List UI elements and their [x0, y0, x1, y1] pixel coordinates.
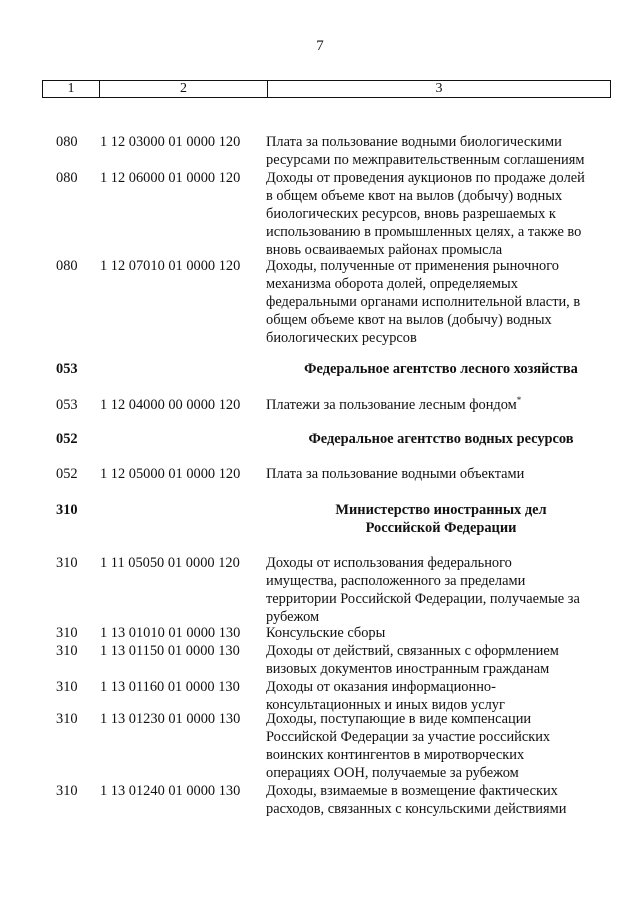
kbk-code: 1 12 03000 01 0000 120 — [100, 134, 241, 150]
column-header-row — [42, 80, 611, 98]
description-line: Доходы, взимаемые в возмещение фактических — [266, 783, 558, 799]
page-number: 7 — [316, 38, 324, 54]
description-line: Доходы от действий, связанных с оформлением — [266, 643, 559, 659]
kbk-code: 1 12 06000 01 0000 120 — [100, 170, 241, 186]
kbk-code: 1 11 05050 01 0000 120 — [100, 555, 240, 571]
description-line: воинских контингентов в миротворческих — [266, 747, 525, 763]
description-line: Плата за пользование водными объектами — [266, 466, 525, 482]
description-line: расходов, связанных с консульскими действиями — [266, 801, 567, 817]
section-code: 052 — [56, 431, 78, 447]
description-text: Платежи за пользование лесным фондом — [266, 397, 517, 413]
kbk-code: 1 13 01240 01 0000 130 — [100, 783, 241, 799]
description-line: имущества, расположенного за пределами — [266, 573, 526, 589]
admin-code: 310 — [56, 711, 78, 727]
description-line: Доходы от использования федерального — [266, 555, 512, 571]
description-line: федеральными органами исполнительной власти, в — [266, 294, 581, 310]
description-line: консультационных и иных видов услуг — [266, 697, 505, 713]
description-line: механизма оборота долей, определяемых — [266, 276, 518, 292]
description-line: биологических ресурсов — [266, 330, 417, 346]
description-line: вновь осваиваемых районах промысла — [266, 242, 503, 258]
section-code: 053 — [56, 361, 78, 377]
kbk-code: 1 13 01160 01 0000 130 — [100, 679, 240, 695]
admin-code: 080 — [56, 170, 78, 186]
section-title — [266, 430, 616, 448]
kbk-code: 1 13 01150 01 0000 130 — [100, 643, 240, 659]
admin-code: 310 — [56, 555, 78, 571]
description-line: Российской Федерации за участие российских — [266, 729, 551, 745]
kbk-code: 1 12 05000 01 0000 120 — [100, 466, 241, 482]
section-title — [266, 360, 616, 378]
section-title-line: Федеральное агентство водных ресурсов — [308, 431, 574, 447]
section-code: 310 — [56, 502, 78, 518]
description-line: использованию в промышленных целях, а также во — [266, 224, 582, 240]
section-title-line: Российской Федерации — [365, 520, 517, 536]
column-header-2: 2 — [100, 81, 268, 97]
description-line: Доходы, полученные от применения рыночного — [266, 258, 559, 274]
admin-code: 080 — [56, 258, 78, 274]
description-line: Доходы от проведения аукционов по продаже долей — [266, 170, 585, 186]
description-line: рубежом — [266, 609, 320, 625]
description-line: Доходы, поступающие в виде компенсации — [266, 711, 532, 727]
income-description — [266, 396, 596, 414]
section-title-line: Федеральное агентство лесного хозяйства — [304, 361, 578, 377]
description-line: территории Российской Федерации, получаемые за — [266, 591, 580, 607]
admin-code: 310 — [56, 679, 78, 695]
income-description — [266, 133, 596, 169]
description-line — [266, 396, 596, 414]
description-line: визовых документов иностранным гражданам — [266, 661, 550, 677]
admin-code: 052 — [56, 466, 78, 482]
kbk-code: 1 12 04000 00 0000 120 — [100, 397, 241, 413]
description-line: Плата за пользование водными биологическими — [266, 134, 562, 150]
admin-code: 310 — [56, 783, 78, 799]
income-description — [266, 782, 596, 818]
column-header-3: 3 — [435, 81, 443, 96]
description-line: в общем объеме квот на вылов (добычу) водных — [266, 188, 563, 204]
income-description — [266, 554, 596, 626]
income-description — [266, 465, 596, 483]
income-description — [266, 624, 596, 642]
admin-code: 053 — [56, 397, 78, 413]
admin-code: 310 — [56, 625, 78, 641]
income-description — [266, 678, 596, 714]
income-description — [266, 642, 596, 678]
income-description — [266, 710, 596, 782]
description-line: общем объеме квот на вылов (добычу) водных — [266, 312, 552, 328]
admin-code: 080 — [56, 134, 78, 150]
description-line: ресурсами по межправительственным соглашениям — [266, 152, 585, 168]
column-header-1: 1 — [43, 81, 100, 97]
income-description — [266, 257, 596, 347]
kbk-code: 1 12 07010 01 0000 120 — [100, 258, 241, 274]
kbk-code: 1 13 01010 01 0000 130 — [100, 625, 241, 641]
section-title — [266, 501, 616, 537]
section-title-line: Министерство иностранных дел — [335, 502, 547, 518]
income-description — [266, 169, 596, 259]
description-line: биологических ресурсов, вновь разрешаемых к — [266, 206, 556, 222]
footnote-mark: * — [516, 395, 522, 406]
kbk-code: 1 13 01230 01 0000 130 — [100, 711, 241, 727]
admin-code: 310 — [56, 643, 78, 659]
description-line: операциях ООН, получаемые за рубежом — [266, 765, 519, 781]
description-line: Консульские сборы — [266, 625, 386, 641]
description-line: Доходы от оказания информационно- — [266, 679, 496, 695]
